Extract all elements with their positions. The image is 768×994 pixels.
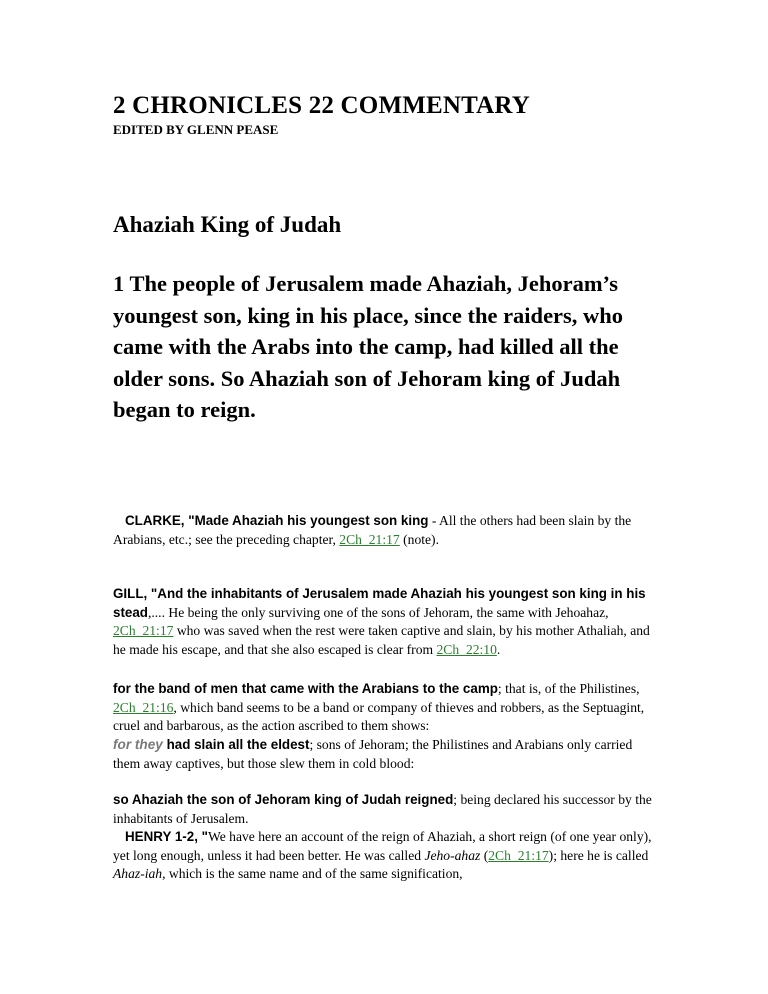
- clarke-commentary: [113, 512, 658, 549]
- gill-slain-lead: had slain all the eldest: [162, 737, 310, 752]
- henry-text-3: ); here he is called: [548, 847, 649, 863]
- henry-text-4: which is the same name and of the same signification,: [165, 866, 463, 881]
- gill-reigned-lead: so Ahaziah the son of Jehoram king of Judah reigned: [113, 792, 454, 807]
- henry-lead: HENRY 1-2, ": [125, 829, 208, 844]
- henry-em-1: Jeho-ahaz: [424, 847, 481, 863]
- clarke-text-1: - All the others had been slain by the Arabians, etc.; see the preceding chapter,: [113, 513, 632, 547]
- clarke-text-2: (note).: [399, 531, 439, 547]
- gill-reigned-paragraph: [113, 791, 658, 828]
- gill-band-text-1: ; that is, of the Philistines,: [497, 681, 640, 696]
- scripture-link[interactable]: 2Ch_22:10: [436, 641, 497, 657]
- gill-slain-em: for they: [113, 737, 163, 752]
- gill-band-lead: for the band of men that came with the Arabians to the camp: [113, 681, 498, 696]
- scripture-link[interactable]: 2Ch_21:17: [339, 531, 400, 547]
- scripture-link[interactable]: 2Ch_21:17: [488, 847, 549, 863]
- gill-text-2: who was saved when the rest were taken captive and slain, by his mother Athaliah, and he made his escape, and that she also escaped is clear from: [113, 623, 650, 657]
- scripture-link[interactable]: 2Ch_21:17: [113, 623, 174, 638]
- gill-slain-paragraph: [113, 736, 658, 773]
- verse-text: 1 The people of Jerusalem made Ahaziah, Jehoram’s youngest son, king in his place, since the raiders, who came with the Arabs into the camp, had killed all the older sons. So Ahaziah son of Jehoram king of Judah began to reign.: [113, 271, 624, 422]
- henry-em-2: Ahaz-iah,: [113, 866, 166, 881]
- gill-slain-text-1: ; sons of Jehoram; the Philistines and Arabians only carried them away captives, but those slew them in cold blood:: [113, 737, 633, 771]
- henry-text-2: (: [480, 847, 489, 863]
- gill-text-3: .: [496, 641, 501, 657]
- clarke-lead: CLARKE, "Made Ahaziah his youngest son king: [125, 513, 429, 528]
- section-heading: Ahaziah King of Judah: [113, 212, 342, 237]
- gill-reigned-text-1: ; being declared his successor by the inhabitants of Jerusalem.: [113, 792, 652, 826]
- scripture-link[interactable]: 2Ch_21:16: [113, 699, 174, 715]
- gill-band-text-2: , which band seems to be a band or company of thieves and robbers, as the Septuagint, cruel and barbarous, as the action ascribed to them shows:: [113, 699, 645, 733]
- document-subtitle: EDITED BY GLENN PEASE: [113, 122, 279, 137]
- gill-band-paragraph: [113, 680, 658, 736]
- gill-commentary: [113, 585, 658, 659]
- document-title: 2 CHRONICLES 22 COMMENTARY: [113, 92, 531, 119]
- gill-text-1: ,.... He being the only surviving one of the sons of Jehoram, the same with Jehoahaz,: [147, 604, 609, 620]
- gill-lead: GILL, "And the inhabitants of Jerusalem made Ahaziah his youngest son king in his stead: [113, 586, 646, 620]
- henry-text-1: We have here an account of the reign of Ahaziah, a short reign (of one year only), yet long enough, unless it had been better. He was called: [113, 829, 652, 863]
- henry-commentary: [113, 828, 658, 884]
